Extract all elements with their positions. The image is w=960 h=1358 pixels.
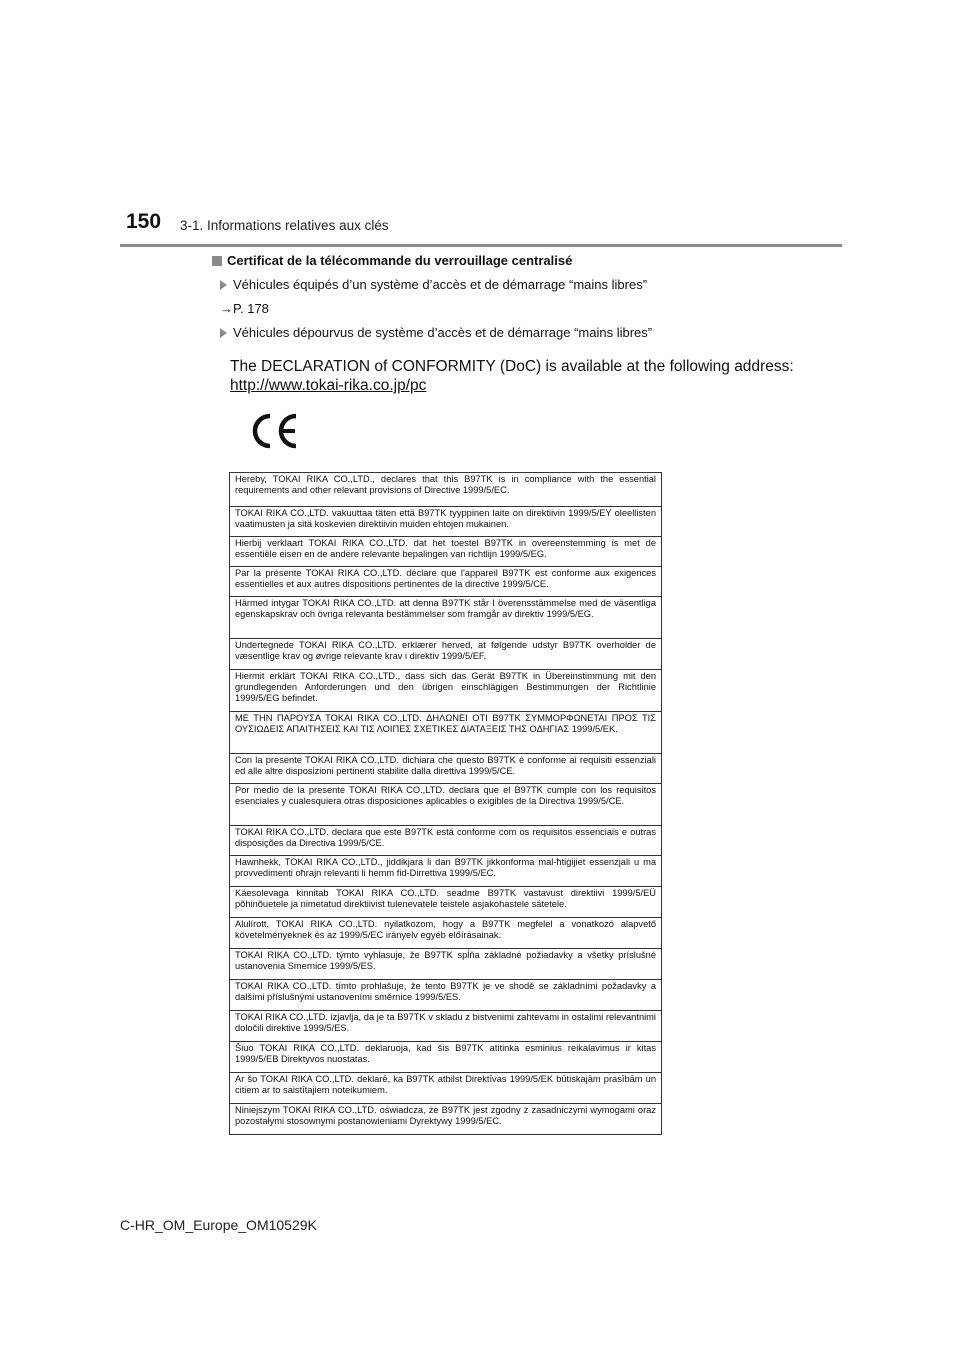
- section-heading-text: Certificat de la télécommande du verrouillage centralisé: [227, 253, 573, 268]
- declaration-row: Hierbij verklaart TOKAI RIKA CO.,LTD. dat het toestel B97TK in overeenstemming is met de essentiële eisen en de andere relevante bepalingen van richtlijn 1999/5/EG.: [230, 536, 661, 566]
- ce-mark-icon: [250, 410, 302, 452]
- declaration-row: Por medio de la presente TOKAI RIKA CO.,LTD. declara que el B97TK cumple con los requisitos esenciales y cualesquiera otras disposiciones aplicables o exigibles de la Directiva 1999/5/CE.: [230, 783, 661, 825]
- page-reference-link[interactable]: →P. 178: [220, 301, 269, 316]
- doc-url-link[interactable]: http://www.tokai-rika.co.jp/pc: [230, 377, 427, 394]
- section-title: 3-1. Informations relatives aux clés: [180, 218, 389, 233]
- list-item-keyless-equipped: [220, 277, 647, 292]
- section-heading: [212, 253, 572, 268]
- declaration-row: ΜΕ ΤΗΝ ΠΑΡΟΥΣΑ TOKAI RIKA CO.,LTD. ΔΗΛΩΝΕΙ ΟΤΙ B97TK ΣΥΜΜΟΡΦΩΝΕΤΑΙ ΠΡΟΣ ΤΙΣ ΟΥΣΙΩΔΕΙΣ ΑΠΑΙΤΗΣΕΙΣ ΚΑΙ ΤΙΣ ΛΟΙΠΕΣ ΣΧΕΤΙΚΕΣ ΔΙΑΤΑΞΕΙΣ ΤΗΣ ΟΔΗΓΙΑΣ 1999/5/ΕΚ.: [230, 711, 661, 753]
- triangle-bullet-icon: [220, 280, 227, 290]
- square-bullet-icon: [212, 256, 222, 266]
- declaration-row: Šiuo TOKAI RIKA CO.,LTD. deklaruoja, kad šis B97TK atitinka esminius reikalavimus ir kitas 1999/5/EB Direktyvos nuostatas.: [230, 1041, 661, 1072]
- doc-statement: The DECLARATION of CONFORMITY (DoC) is available at the following address:: [230, 358, 794, 375]
- declaration-row: Undertegnede TOKAI RIKA CO.,LTD. erklærer herved, at følgende udstyr B97TK overholder de væsentlige krav og øvrige relevante krav i direktiv 1999/5/EF.: [230, 638, 661, 669]
- declaration-row: Ar šo TOKAI RIKA CO.,LTD. deklarē, ka B97TK atbilst Direktīvas 1999/5/EK būtiskajām prasībām un citiem ar to saistītajiem noteikumiem.: [230, 1072, 661, 1103]
- list-item-text: Véhicules dépourvus de système d’accès et de démarrage “mains libres”: [233, 325, 653, 340]
- document-code: C-HR_OM_Europe_OM10529K: [120, 1217, 317, 1233]
- declaration-row: TOKAI RIKA CO.,LTD. vakuuttaa täten että B97TK tyyppinen laite on direktiivin 1999/5/EY oleellisten vaatimusten ja sitä koskevien direktiivin muiden ehtojen mukainen.: [230, 506, 661, 536]
- declaration-row: Hawnhekk, TOKAI RIKA CO.,LTD., jiddikjara li dan B97TK jikkonforma mal-ħtiġijiet essenzjali u ma provvedimenti oħrajn relevanti li hemm fid-Dirrettiva 1999/5/EC.: [230, 855, 661, 886]
- list-item-keyless-not-equipped: [220, 325, 652, 340]
- page-number: 150: [126, 210, 162, 233]
- declaration-row: Niniejszym TOKAI RIKA CO.,LTD. oświadcza, że B97TK jest zgodny z zasadniczymi wymogami oraz pozostałymi stosownymi postanowieniami Dyrektywy 1999/5/EC.: [230, 1103, 661, 1134]
- declaration-row: Hiermit erklärt TOKAI RIKA CO.,LTD., dass sich das Gerät B97TK in Übereinstimmung mit den grundlegenden Anforderungen und den übrigen einschlägigen Bestimmungen der Richtlinie 1999/5/EG befindet.: [230, 669, 661, 711]
- declaration-row: TOKAI RIKA CO.,LTD. týmto vyhlasuje, že B97TK spĺňa základné požiadavky a všetky príslušné ustanovenia Smernice 1999/5/ES.: [230, 948, 661, 979]
- header-rule: [120, 244, 842, 247]
- declaration-row: Alulírott, TOKAI RIKA CO.,LTD. nyilatkozom, hogy a B97TK megfelel a vonatkozó alapvető követelményeknek és az 1999/5/EC irányelv egyéb előírásainak.: [230, 917, 661, 948]
- declaration-row: TOKAI RIKA CO.,LTD. declara que este B97TK está conforme com os requisitos essenciais e outras disposições da Directiva 1999/5/CE.: [230, 825, 661, 855]
- declaration-row: Hereby, TOKAI RIKA CO.,LTD., declares that this B97TK is in compliance with the essential requirements and other relevant provisions of Directive 1999/5/EC.: [235, 474, 656, 496]
- declaration-row: TOKAI RIKA CO.,LTD. izjavlja, da je ta B97TK v skladu z bistvenimi zahtevami in ostalimi relevantnimi določili direktive 1999/5/ES.: [230, 1010, 661, 1041]
- declaration-row: Käesolevaga kinnitab TOKAI RIKA CO.,LTD. seadme B97TK vastavust direktiivi 1999/5/EÜ põhinõuetele ja nimetatud direktiivist tulenevatele teistele asjakohastele sätetele.: [230, 886, 661, 917]
- declaration-row: Härmed intygar TOKAI RIKA CO.,LTD. att denna B97TK står I överensstämmelse med de väsentliga egenskapskrav och övriga relevanta bestämmelser som framgår av direktiv 1999/5/EG.: [230, 596, 661, 638]
- declaration-row: TOKAI RIKA CO.,LTD. tímto prohlašuje, že tento B97TK je ve shodě se základními požadavky a dalšími příslušnými ustanoveními směrnice 1999/5/ES.: [230, 979, 661, 1010]
- declaration-row: Par la présente TOKAI RIKA CO.,LTD. déclare que l'appareil B97TK est conforme aux exigences essentielles et aux autres dispositions pertinentes de la directive 1999/5/CE.: [230, 566, 661, 596]
- declarations-table: [229, 472, 662, 1135]
- declaration-row: Con la presente TOKAI RIKA CO.,LTD. dichiara che questo B97TK è conforme ai requisiti essenziali ed alle altre disposizioni pertinenti stabilite dalla direttiva 1999/5/CE.: [230, 753, 661, 783]
- triangle-bullet-icon: [220, 328, 227, 338]
- list-item-text: Véhicules équipés d’un système d’accès et de démarrage “mains libres”: [233, 277, 648, 292]
